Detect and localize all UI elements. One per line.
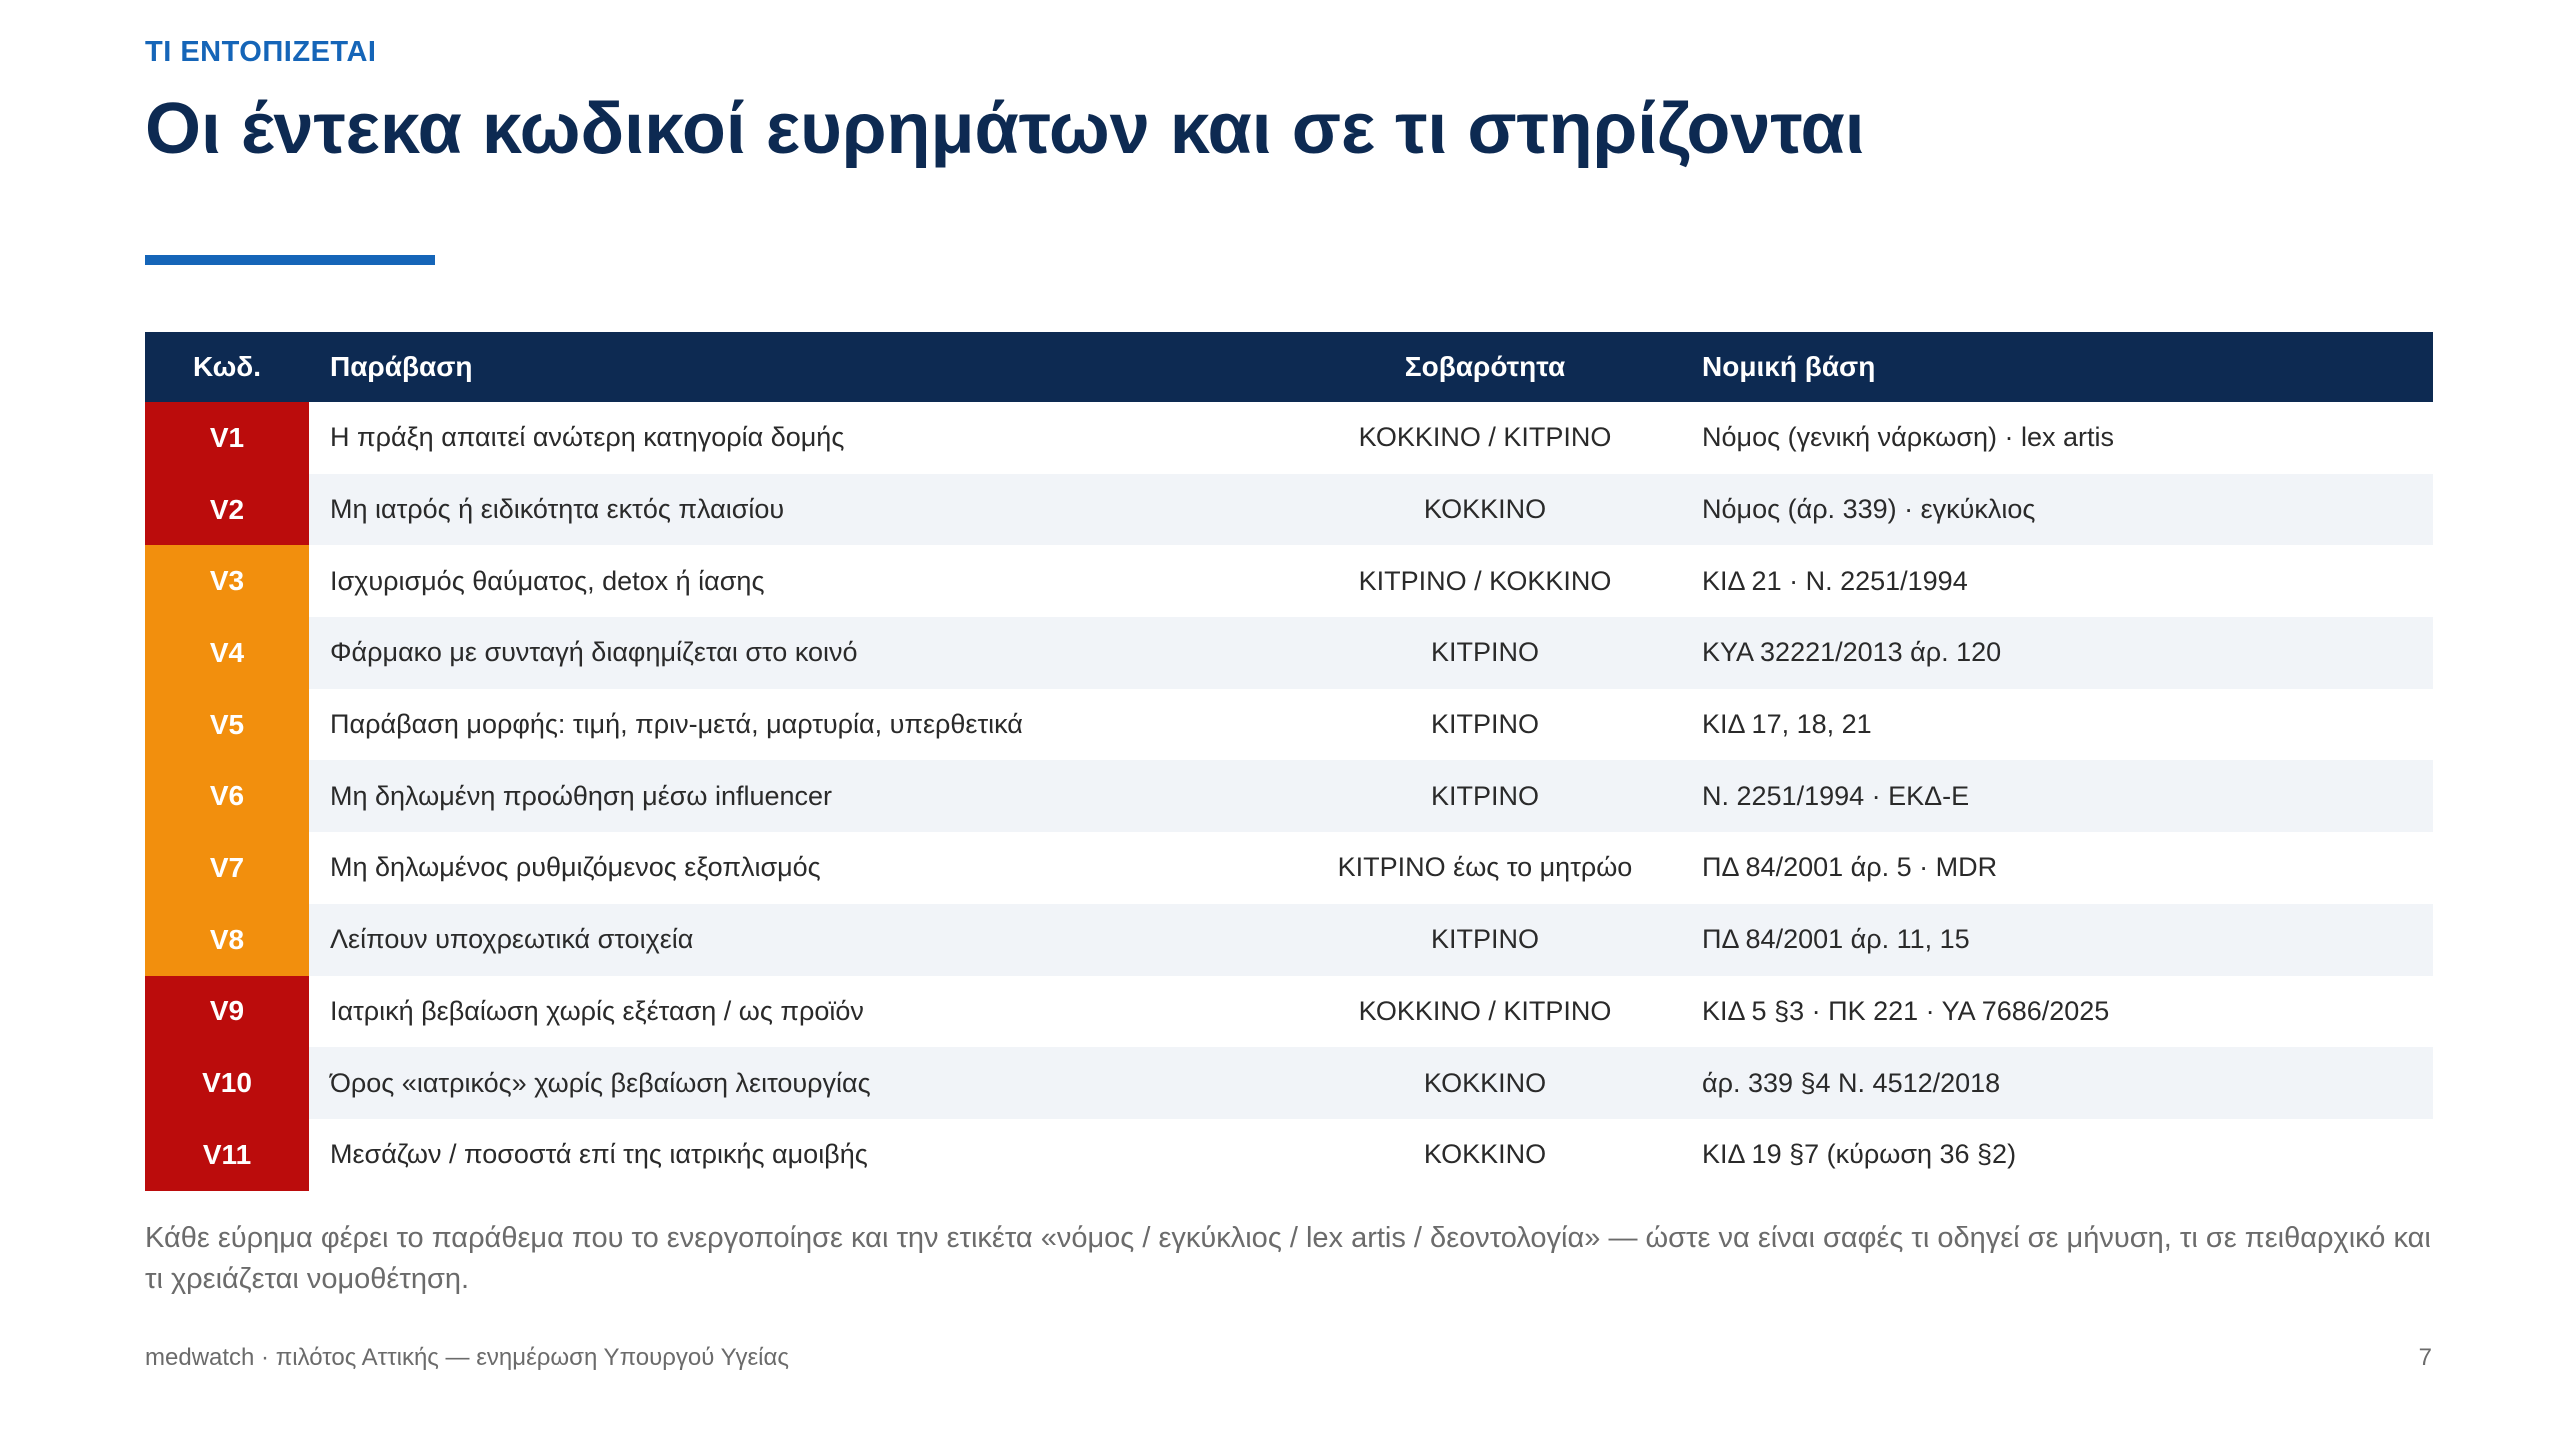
severity-cell: ΚΟΚΚΙΝΟ bbox=[1423, 1139, 1547, 1170]
footer-text: medwatch · πιλότος Αττικής — ενημέρωση Υπουργού Υγείας bbox=[145, 1344, 789, 1371]
legal-basis-cell: ΚΙΔ 17, 18, 21 bbox=[1702, 709, 1872, 740]
violation-cell: Μη ιατρός ή ειδικότητα εκτός πλαισίου bbox=[309, 474, 1289, 546]
code-badge: V10 bbox=[145, 1047, 309, 1119]
severity-cell: ΚΟΚΚΙΝΟ / ΚΙΤΡΙΝΟ bbox=[1358, 995, 1612, 1026]
violation-cell: Ιατρική βεβαίωση χωρίς εξέταση / ως προϊόν bbox=[330, 995, 864, 1026]
table-row bbox=[145, 1119, 2433, 1191]
code-badge: V6 bbox=[145, 760, 309, 832]
code-badge: V3 bbox=[145, 545, 309, 617]
code-badge: V8 bbox=[145, 904, 309, 976]
severity-cell: ΚΙΤΡΙΝΟ bbox=[1289, 760, 1681, 832]
header-code: Κωδ. bbox=[193, 351, 261, 382]
legal-basis-cell: Νόμος (άρ. 339) · εγκύκλιος bbox=[1681, 474, 2433, 546]
legal-basis-cell: Ν. 2251/1994 · ΕΚΔ-Ε bbox=[1681, 760, 2433, 832]
code-badge: V9 bbox=[145, 976, 309, 1048]
table-row bbox=[145, 976, 2433, 1048]
violation-cell: Όρος «ιατρικός» χωρίς βεβαίωση λειτουργίας bbox=[309, 1047, 1289, 1119]
header-legal-basis: Νομική βάση bbox=[1702, 351, 1876, 382]
code-badge: V2 bbox=[145, 474, 309, 546]
table-header-row bbox=[145, 332, 2433, 402]
severity-cell: ΚΙΤΡΙΝΟ bbox=[1289, 617, 1681, 689]
severity-cell: ΚΙΤΡΙΝΟ bbox=[1289, 904, 1681, 976]
severity-cell: ΚΙΤΡΙΝΟ έως το μητρώο bbox=[1337, 852, 1633, 883]
table-row bbox=[145, 1047, 2433, 1119]
severity-cell: ΚΟΚΚΙΝΟ / ΚΙΤΡΙΝΟ bbox=[1358, 422, 1612, 453]
violation-cell: Μη δηλωμένος ρυθμιζόμενος εξοπλισμός bbox=[330, 852, 821, 883]
legal-basis-cell: ΚΙΔ 19 §7 (κύρωση 36 §2) bbox=[1702, 1139, 2017, 1170]
table-row bbox=[145, 617, 2433, 689]
page-number: 7 bbox=[2418, 1344, 2432, 1371]
code-badge: V7 bbox=[145, 832, 309, 904]
violation-cell: Η πράξη απαιτεί ανώτερη κατηγορία δομής bbox=[330, 422, 845, 453]
violation-cell: Μεσάζων / ποσοστά επί της ιατρικής αμοιβής bbox=[330, 1139, 868, 1170]
severity-cell: ΚΙΤΡΙΝΟ bbox=[1430, 709, 1539, 740]
legal-basis-cell: ΠΔ 84/2001 άρ. 11, 15 bbox=[1681, 904, 2433, 976]
severity-cell: ΚΙΤΡΙΝΟ / ΚΟΚΚΙΝΟ bbox=[1358, 565, 1612, 596]
table-row bbox=[145, 474, 2433, 546]
violation-cell: Φάρμακο με συνταγή διαφημίζεται στο κοινό bbox=[309, 617, 1289, 689]
section-eyebrow: ΤΙ ΕΝΤΟΠΙΖΕΤΑΙ bbox=[145, 36, 377, 68]
table-row bbox=[145, 545, 2433, 617]
code-badge: V4 bbox=[145, 617, 309, 689]
violation-cell: Παράβαση μορφής: τιμή, πριν-μετά, μαρτυρία, υπερθετικά bbox=[330, 709, 1023, 740]
code-badge: V1 bbox=[145, 402, 309, 474]
title-accent-bar bbox=[145, 255, 435, 265]
violation-cell: Ισχυρισμός θαύματος, detox ή ίασης bbox=[330, 565, 765, 596]
code-badge: V5 bbox=[145, 689, 309, 761]
severity-cell: ΚΟΚΚΙΝΟ bbox=[1289, 1047, 1681, 1119]
violation-cell: Λείπουν υποχρεωτικά στοιχεία bbox=[309, 904, 1289, 976]
code-badge: V11 bbox=[145, 1119, 309, 1191]
legal-basis-cell: ΠΔ 84/2001 άρ. 5 · MDR bbox=[1702, 852, 1998, 883]
table-row bbox=[145, 689, 2433, 761]
header-violation: Παράβαση bbox=[330, 351, 473, 382]
table-row bbox=[145, 402, 2433, 474]
legal-basis-cell: ΚΙΔ 5 §3 · ΠΚ 221 · ΥΑ 7686/2025 bbox=[1702, 995, 2110, 1026]
severity-cell: ΚΟΚΚΙΝΟ bbox=[1289, 474, 1681, 546]
findings-table bbox=[145, 332, 2433, 1191]
table-row bbox=[145, 832, 2433, 904]
legal-basis-cell: ΚΙΔ 21 · Ν. 2251/1994 bbox=[1702, 565, 1968, 596]
page-title: Οι έντεκα κωδικοί ευρημάτων και σε τι στηρίζονται bbox=[145, 89, 1865, 169]
table-row bbox=[145, 760, 2433, 832]
table-row bbox=[145, 904, 2433, 976]
violation-cell: Μη δηλωμένη προώθηση μέσω influencer bbox=[309, 760, 1289, 832]
header-severity: Σοβαρότητα bbox=[1404, 351, 1566, 382]
explanatory-note: Κάθε εύρημα φέρει το παράθεμα που το ενεργοποίησε και την ετικέτα «νόμος / εγκύκλιος / lex artis / δεοντολογία» — ώστε να είναι σαφές τι οδηγεί σε μήνυση, τι σε πειθαρχικό και τι χρειάζεται νομοθέτηση. bbox=[145, 1222, 2431, 1295]
legal-basis-cell: άρ. 339 §4 Ν. 4512/2018 bbox=[1681, 1047, 2433, 1119]
legal-basis-cell: ΚΥΑ 32221/2013 άρ. 120 bbox=[1681, 617, 2433, 689]
legal-basis-cell: Νόμος (γενική νάρκωση) · lex artis bbox=[1702, 422, 2115, 453]
